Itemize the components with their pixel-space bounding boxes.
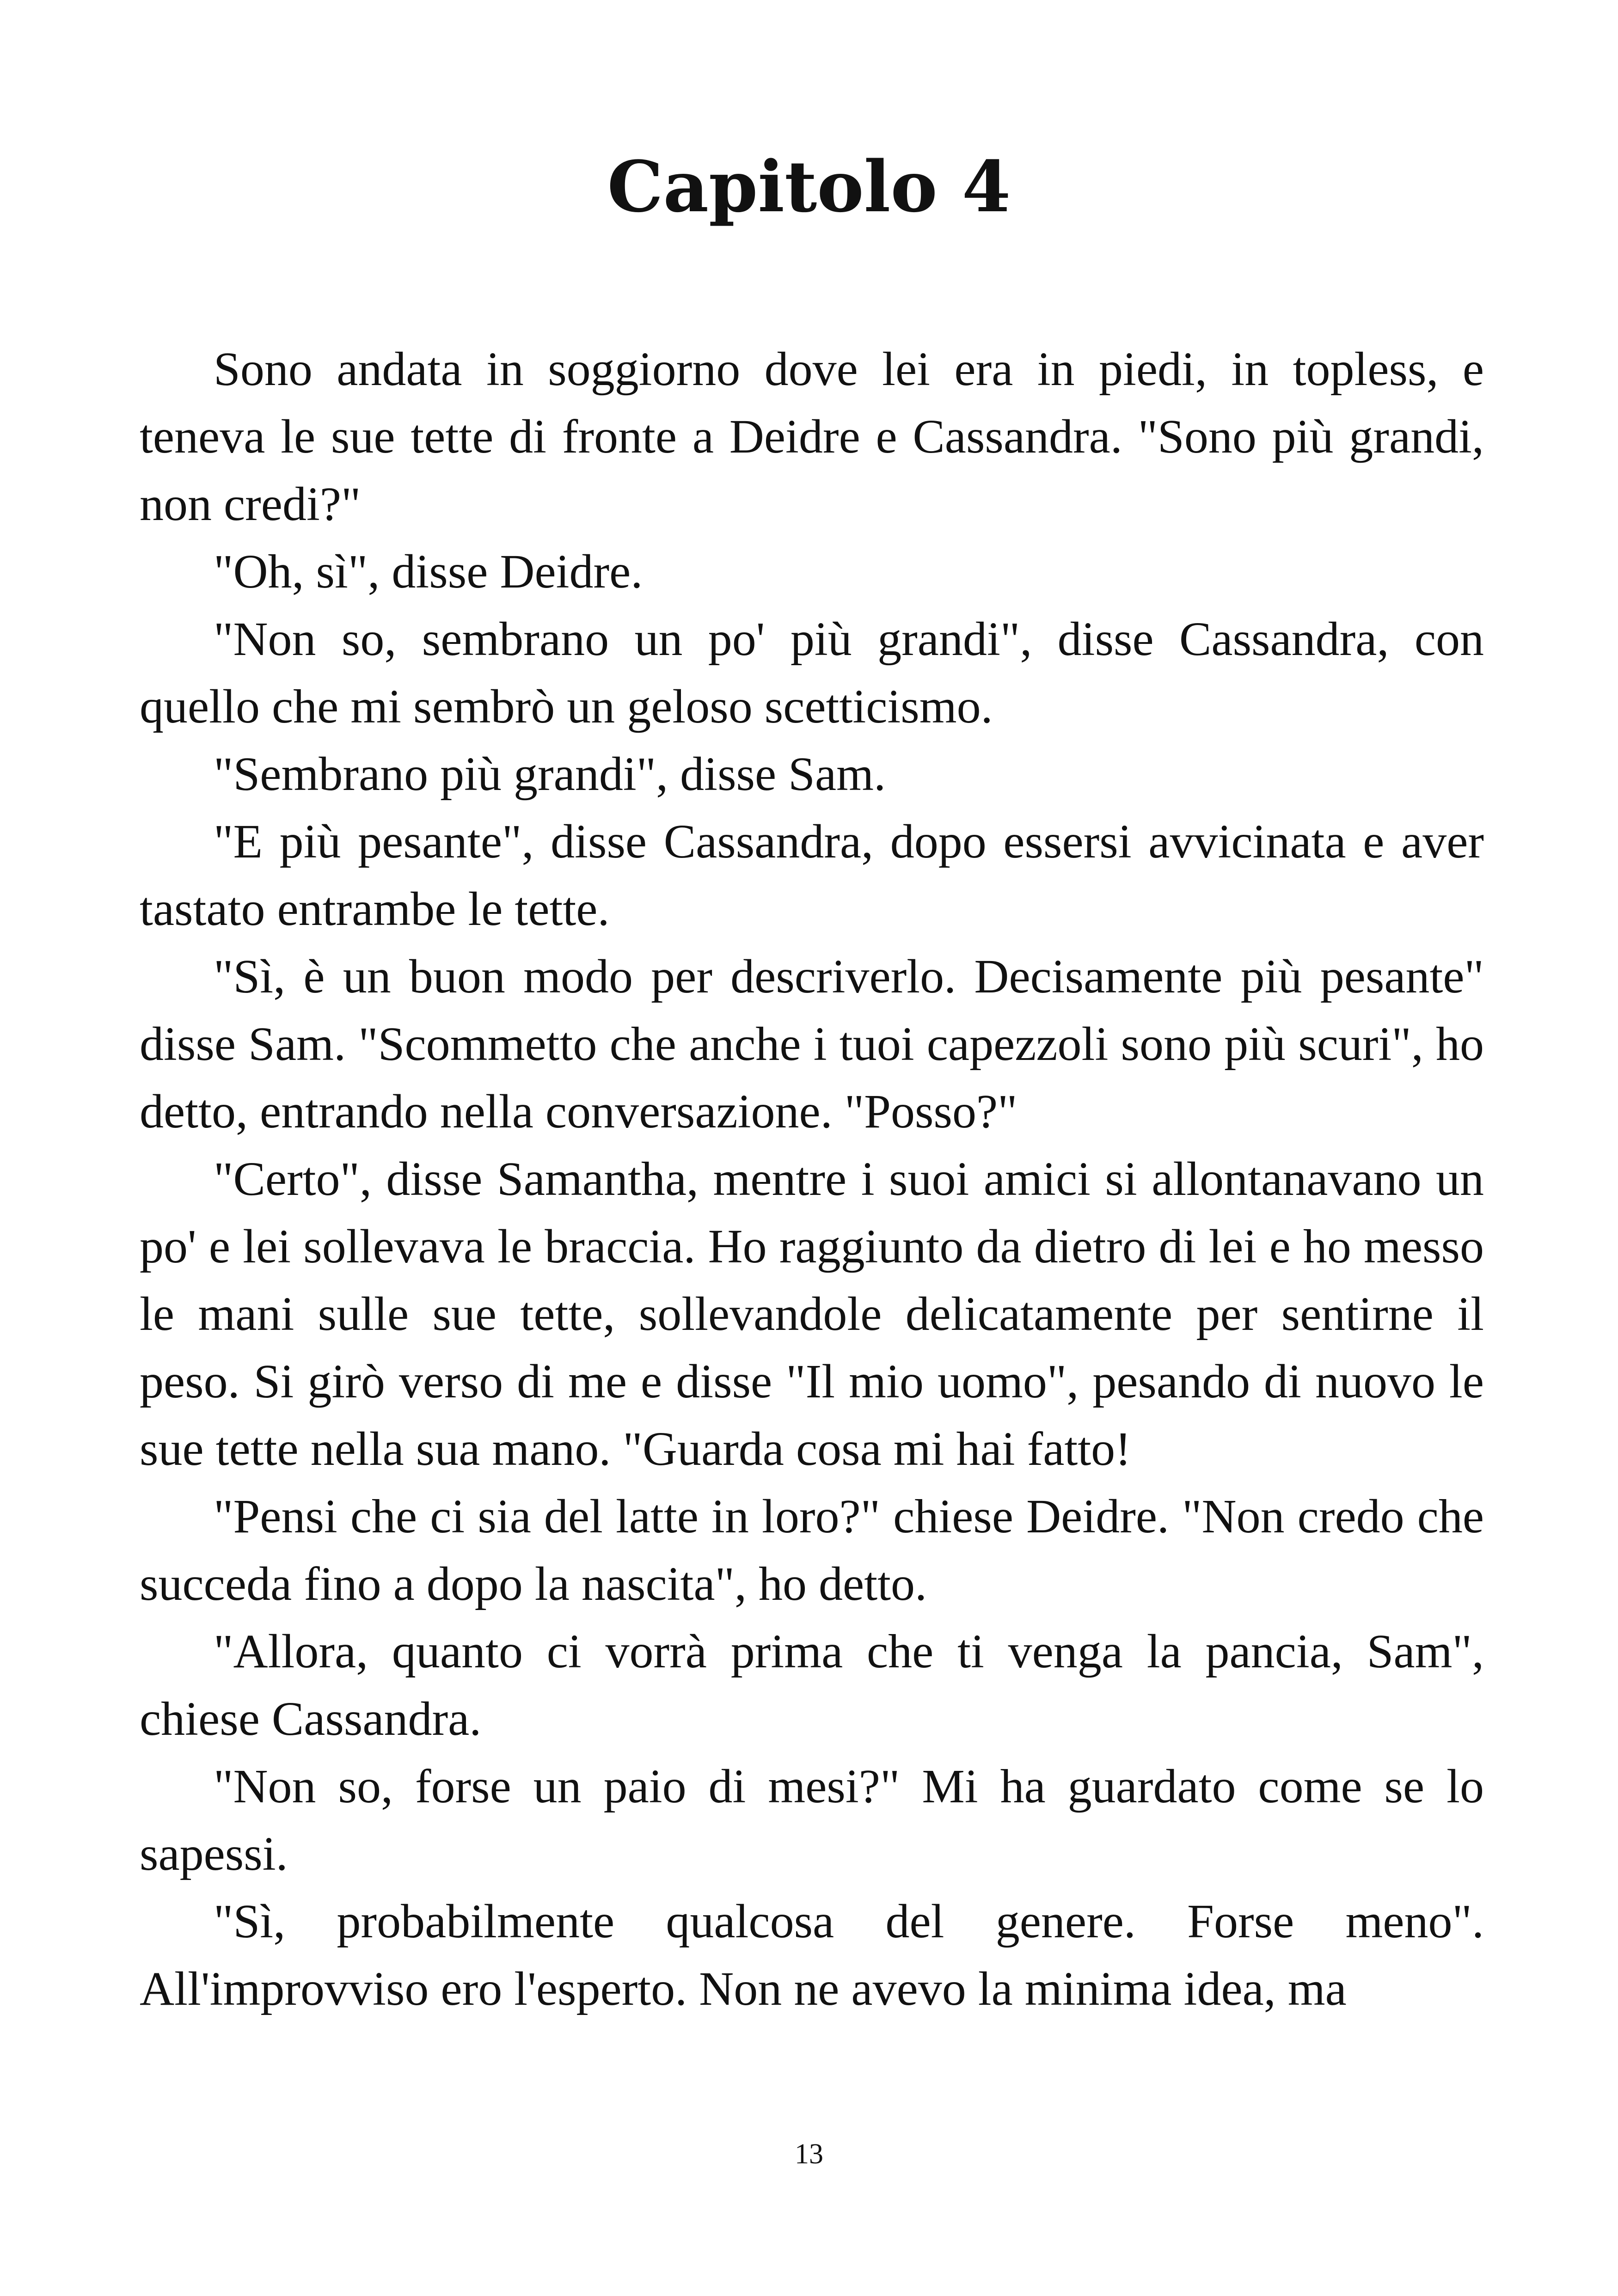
page-number: 13 (795, 2138, 823, 2170)
chapter-title: Capitolo 4 (607, 145, 1011, 228)
paragraph: "Non so, forse un paio di mesi?" Mi ha guardato come se lo sapessi. (140, 1760, 1484, 1880)
paragraph: "Oh, sì", disse Deidre. (214, 545, 643, 598)
paragraph: "Sembrano più grandi", disse Sam. (214, 747, 886, 801)
paragraph: "Non so, sembrano un po' più grandi", disse Cassandra, con quello che mi sembrò un geloso scetticismo. (140, 612, 1484, 733)
paragraph: "Sì, probabilmente qualcosa del genere. Forse meno". All'improvviso ero l'esperto. Non ne avevo la minima idea, ma (140, 1895, 1484, 2015)
paragraph: Sono andata in soggiorno dove lei era in piedi, in topless, e teneva le sue tette di fronte a Deidre e Cassandra. "Sono più grandi, non credi?" (140, 343, 1484, 531)
paragraph: "Allora, quanto ci vorrà prima che ti venga la pancia, Sam", chiese Cassandra. (140, 1625, 1484, 1745)
paragraph: "Pensi che ci sia del latte in loro?" chiese Deidre. "Non credo che succeda fino a dopo la nascita", ho detto. (140, 1490, 1484, 1610)
chapter-body (140, 336, 1484, 2023)
paragraph: "Sì, è un buon modo per descriverlo. Decisamente più pesante" disse Sam. "Scommetto che anche i tuoi capezzoli sono più scuri", ho detto, entrando nella conversazione. "Posso?" (140, 950, 1484, 1138)
paragraph: "Certo", disse Samantha, mentre i suoi amici si allontanavano un po' e lei sollevava le braccia. Ho raggiunto da dietro di lei e ho messo le mani sulle sue tette, sollevandole delicatamente per sentirne il peso. Si girò verso di me e disse "Il mio uomo", pesando di nuovo le sue tette nella sua mano. "Guarda cosa mi hai fatto! (140, 1152, 1484, 1476)
paragraph: "E più pesante", disse Cassandra, dopo essersi avvicinata e aver tastato entrambe le tette. (140, 815, 1484, 936)
